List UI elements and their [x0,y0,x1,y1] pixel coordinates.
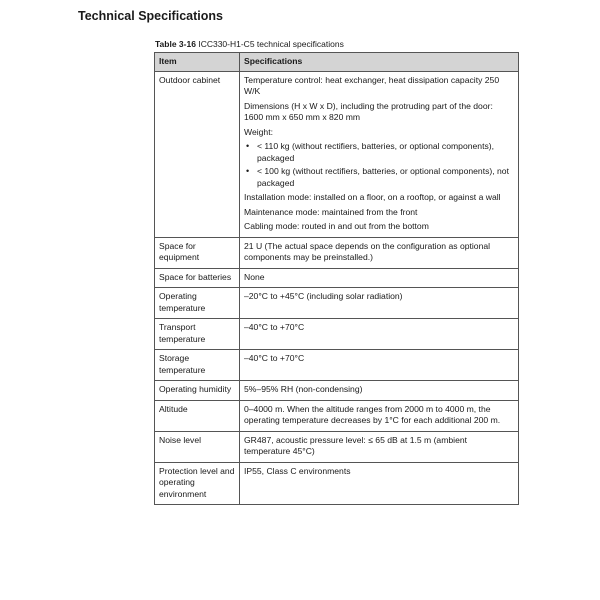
spec-cell: 0–4000 m. When the altitude ranges from 2000 m to 4000 m, the operating temperature decreases by 1°C for each additional 200 m. [240,400,519,431]
spec-cell: –40°C to +70°C [240,319,519,350]
weight-list [244,141,514,189]
spec-cell: –40°C to +70°C [240,350,519,381]
table-caption [155,39,344,49]
table-row [155,462,519,505]
spec-cell [240,71,519,237]
table-row [155,237,519,268]
table-caption-text: ICC330-H1-C5 technical specifications [198,39,344,49]
table-row [155,288,519,319]
table-row [155,268,519,288]
table-row [155,381,519,401]
item-cell: Protection level and operating environment [155,462,240,505]
table-row [155,319,519,350]
item-cell: Operating temperature [155,288,240,319]
header-specifications: Specifications [240,53,519,72]
item-cell: Outdoor cabinet [155,71,240,237]
spec-cell: GR487, acoustic pressure level: ≤ 65 dB at 1.5 m (ambient temperature 45°C) [240,431,519,462]
header-item: Item [155,53,240,72]
item-cell: Space for batteries [155,268,240,288]
table-row [155,400,519,431]
specifications-table [154,52,519,505]
spec-cell: 21 U (The actual space depends on the configuration as optional components may be preinstalled.) [240,237,519,268]
weight-label: Weight: [244,126,273,137]
spec-cell: None [240,268,519,288]
table-row [155,350,519,381]
cabling-mode-text: Cabling mode: routed in and out from the bottom [244,221,429,231]
weight-item-packaged: • < 110 kg (without rectifiers, batteries, or optional components), packaged [244,141,514,164]
spec-cell: 5%–95% RH (non-condensing) [240,381,519,401]
temperature-control-text: Temperature control: heat exchanger, heat dissipation capacity 250 W/K [244,74,500,96]
section-heading: Technical Specifications [78,9,223,23]
item-cell: Transport temperature [155,319,240,350]
item-cell: Noise level [155,431,240,462]
installation-mode-text: Installation mode: installed on a floor, on a rooftop, or against a wall [244,192,501,202]
item-cell: Storage temperature [155,350,240,381]
item-cell: Operating humidity [155,381,240,401]
table-header-row [155,53,519,72]
dimensions-text: Dimensions (H x W x D), including the protruding part of the door: 1600 mm x 650 mm x 820 mm [244,100,493,122]
table-row-outdoor-cabinet [155,71,519,237]
table-caption-label: Table 3-16 [155,39,196,49]
weight-item-not-packaged: • < 100 kg (without rectifiers, batteries, or optional components), not packaged [244,166,514,189]
item-cell: Altitude [155,400,240,431]
maintenance-mode-text: Maintenance mode: maintained from the front [244,206,418,217]
item-cell: Space for equipment [155,237,240,268]
spec-cell: IP55, Class C environments [240,462,519,505]
table-row [155,431,519,462]
spec-cell: –20°C to +45°C (including solar radiation) [240,288,519,319]
